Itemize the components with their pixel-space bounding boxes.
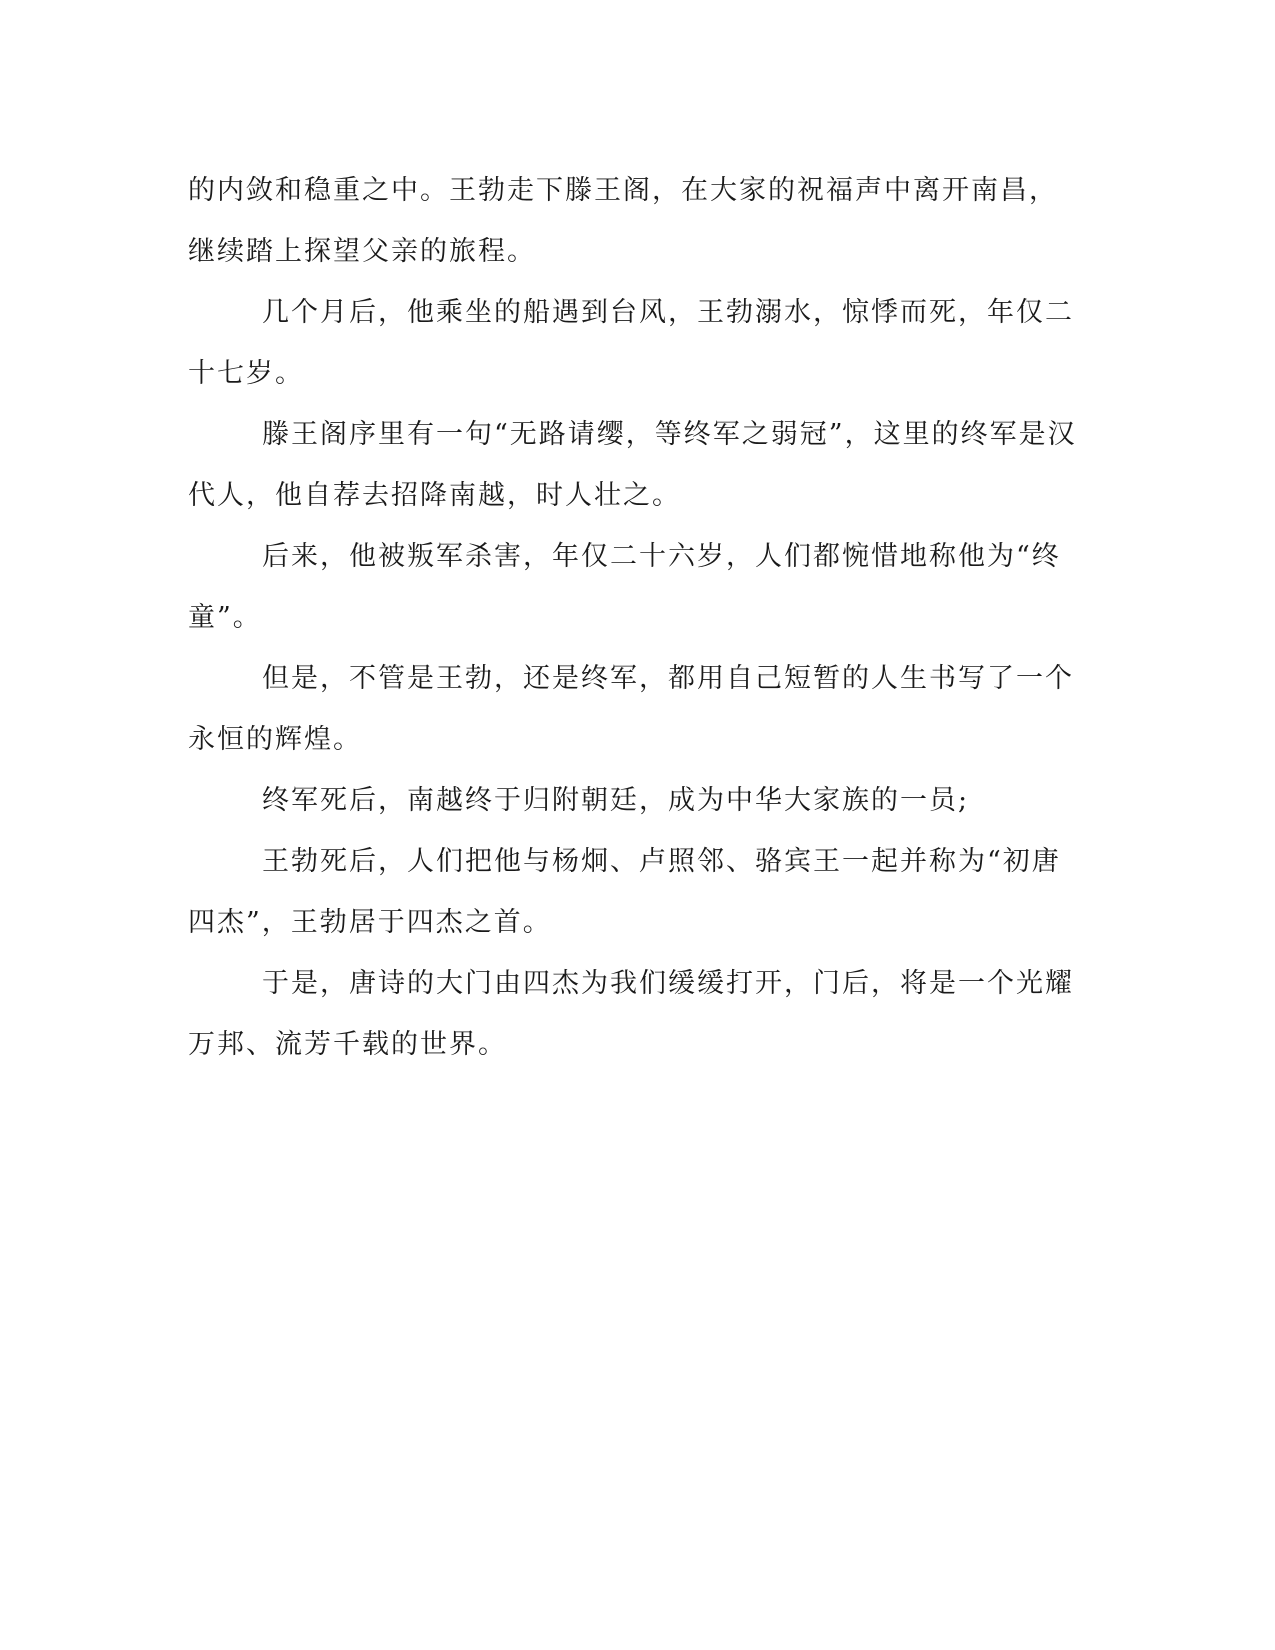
- text-line: 十七岁。: [188, 358, 304, 389]
- text-line: 的内敛和稳重之中。王勃走下滕王阁，在大家的祝福声中离开南昌，: [188, 175, 1058, 206]
- paragraph-first-line: 终军死后，南越终于归附朝廷，成为中华大家族的一员;: [262, 785, 970, 816]
- paragraph-first-line: 但是，不管是王勃，还是终军，都用自己短暂的人生书写了一个: [262, 663, 1074, 694]
- paragraph-first-line: 后来，他被叛军杀害，年仅二十六岁，人们都惋惜地称他为“终: [262, 541, 1061, 572]
- paragraph-first-line: 几个月后，他乘坐的船遇到台风，王勃溺水，惊悸而死，年仅二: [262, 297, 1074, 328]
- text-line: 永恒的辉煌。: [188, 724, 362, 755]
- paragraph-first-line: 于是，唐诗的大门由四杰为我们缓缓打开，门后，将是一个光耀: [262, 968, 1074, 999]
- text-line: 四杰”，王勃居于四杰之首。: [188, 907, 552, 938]
- text-line: 代人，他自荐去招降南越，时人壮之。: [188, 480, 681, 511]
- text-line: 万邦、流芳千载的世界。: [188, 1029, 507, 1060]
- document-body: [188, 160, 1083, 1075]
- paragraph-first-line: 滕王阁序里有一句“无路请缨，等终军之弱冠”，这里的终军是汉: [262, 419, 1077, 450]
- text-line: 童”。: [188, 602, 262, 633]
- text-line: 继续踏上探望父亲的旅程。: [188, 236, 536, 267]
- paragraph-first-line: 王勃死后，人们把他与杨炯、卢照邻、骆宾王一起并称为“初唐: [262, 846, 1061, 877]
